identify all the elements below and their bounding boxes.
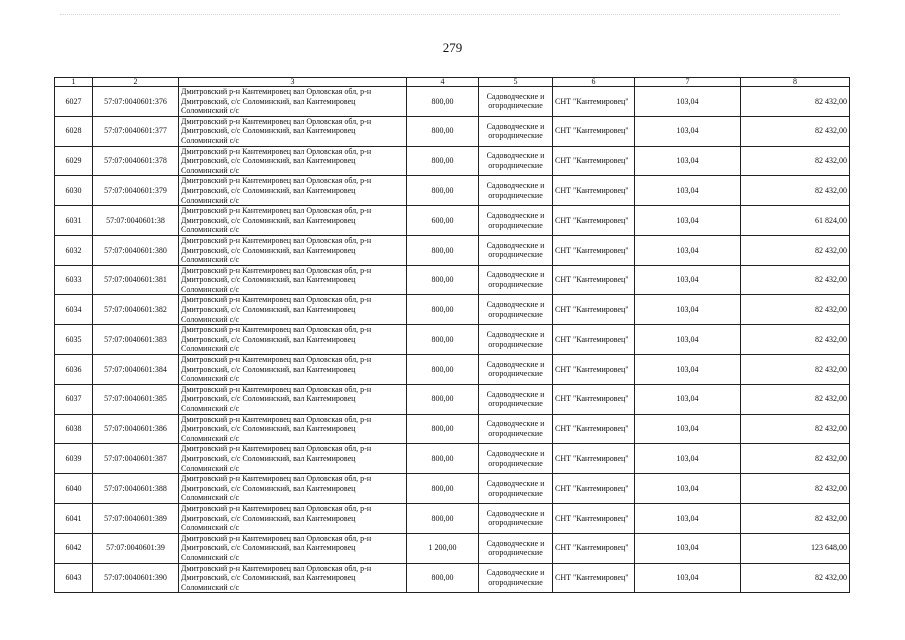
- table-row: [55, 533, 850, 563]
- column-header: 6: [553, 78, 635, 87]
- permitted-use-cell: Садоводческие и огороднические: [479, 444, 553, 474]
- table-row: [55, 444, 850, 474]
- row-number-cell: 6031: [55, 206, 93, 236]
- organization-cell: СНТ "Кантемировец": [553, 295, 635, 325]
- table-row: [55, 206, 850, 236]
- permitted-use-cell: Садоводческие и огороднические: [479, 265, 553, 295]
- column-number-row: [55, 78, 850, 87]
- cadastral-number-cell: 57:07:0040601:378: [93, 146, 179, 176]
- permitted-use-cell: Садоводческие и огороднические: [479, 474, 553, 504]
- table-row: [55, 146, 850, 176]
- specific-cost-cell: 103,04: [635, 116, 741, 146]
- area-cell: 800,00: [407, 176, 479, 206]
- row-number-cell: 6037: [55, 384, 93, 414]
- area-cell: 800,00: [407, 503, 479, 533]
- page-number: 279: [442, 40, 463, 55]
- area-cell: 800,00: [407, 146, 479, 176]
- row-number-cell: 6040: [55, 474, 93, 504]
- area-cell: 800,00: [407, 116, 479, 146]
- area-cell: 600,00: [407, 206, 479, 236]
- specific-cost-cell: 103,04: [635, 325, 741, 355]
- specific-cost-cell: 103,04: [635, 295, 741, 325]
- address-cell: Дмитровский р-н Кантемировец вал Орловская обл, р-н Дмитровский, с/с Соломинский, вал Кантемировец Соломинский с/с: [179, 265, 407, 295]
- cadastral-number-cell: 57:07:0040601:384: [93, 355, 179, 385]
- address-cell: Дмитровский р-н Кантемировец вал Орловская обл, р-н Дмитровский, с/с Соломинский, вал Кантемировец Соломинский с/с: [179, 176, 407, 206]
- organization-cell: СНТ "Кантемировец": [553, 87, 635, 117]
- row-number-cell: 6033: [55, 265, 93, 295]
- specific-cost-cell: 103,04: [635, 176, 741, 206]
- address-cell: Дмитровский р-н Кантемировец вал Орловская обл, р-н Дмитровский, с/с Соломинский, вал Кантемировец Соломинский с/с: [179, 87, 407, 117]
- permitted-use-cell: Садоводческие и огороднические: [479, 414, 553, 444]
- address-cell: Дмитровский р-н Кантемировец вал Орловская обл, р-н Дмитровский, с/с Соломинский, вал Кантемировец Соломинский с/с: [179, 146, 407, 176]
- cadastral-cost-cell: 82 432,00: [741, 563, 850, 593]
- table-body: [55, 87, 850, 593]
- cadastral-number-cell: 57:07:0040601:383: [93, 325, 179, 355]
- organization-cell: СНТ "Кантемировец": [553, 176, 635, 206]
- column-header: 5: [479, 78, 553, 87]
- organization-cell: СНТ "Кантемировец": [553, 384, 635, 414]
- column-header: 4: [407, 78, 479, 87]
- specific-cost-cell: 103,04: [635, 355, 741, 385]
- cadastral-cost-cell: 82 432,00: [741, 295, 850, 325]
- cadastral-cost-cell: 82 432,00: [741, 235, 850, 265]
- address-cell: Дмитровский р-н Кантемировец вал Орловская обл, р-н Дмитровский, с/с Соломинский, вал Кантемировец Соломинский с/с: [179, 444, 407, 474]
- area-cell: 800,00: [407, 265, 479, 295]
- area-cell: 800,00: [407, 235, 479, 265]
- organization-cell: СНТ "Кантемировец": [553, 265, 635, 295]
- area-cell: 800,00: [407, 87, 479, 117]
- cadastral-number-cell: 57:07:0040601:388: [93, 474, 179, 504]
- row-number-cell: 6030: [55, 176, 93, 206]
- area-cell: 800,00: [407, 444, 479, 474]
- header-artifact: [60, 14, 840, 21]
- row-number-cell: 6029: [55, 146, 93, 176]
- address-cell: Дмитровский р-н Кантемировец вал Орловская обл, р-н Дмитровский, с/с Соломинский, вал Кантемировец Соломинский с/с: [179, 355, 407, 385]
- table-row: [55, 414, 850, 444]
- permitted-use-cell: Садоводческие и огороднические: [479, 533, 553, 563]
- area-cell: 800,00: [407, 355, 479, 385]
- area-cell: 800,00: [407, 474, 479, 504]
- area-cell: 800,00: [407, 384, 479, 414]
- cadastral-number-cell: 57:07:0040601:390: [93, 563, 179, 593]
- permitted-use-cell: Садоводческие и огороднические: [479, 503, 553, 533]
- table-row: [55, 235, 850, 265]
- address-cell: Дмитровский р-н Кантемировец вал Орловская обл, р-н Дмитровский, с/с Соломинский, вал Кантемировец Соломинский с/с: [179, 384, 407, 414]
- organization-cell: СНТ "Кантемировец": [553, 235, 635, 265]
- cadastral-cost-cell: 82 432,00: [741, 146, 850, 176]
- row-number-cell: 6042: [55, 533, 93, 563]
- area-cell: 1 200,00: [407, 533, 479, 563]
- specific-cost-cell: 103,04: [635, 235, 741, 265]
- address-cell: Дмитровский р-н Кантемировец вал Орловская обл, р-н Дмитровский, с/с Соломинский, вал Кантемировец Соломинский с/с: [179, 533, 407, 563]
- cadastral-cost-cell: 82 432,00: [741, 116, 850, 146]
- row-number-cell: 6041: [55, 503, 93, 533]
- cadastral-number-cell: 57:07:0040601:379: [93, 176, 179, 206]
- row-number-cell: 6038: [55, 414, 93, 444]
- cadastral-number-cell: 57:07:0040601:389: [93, 503, 179, 533]
- row-number-cell: 6043: [55, 563, 93, 593]
- permitted-use-cell: Садоводческие и огороднические: [479, 176, 553, 206]
- cadastral-number-cell: 57:07:0040601:382: [93, 295, 179, 325]
- table-row: [55, 116, 850, 146]
- address-cell: Дмитровский р-н Кантемировец вал Орловская обл, р-н Дмитровский, с/с Соломинский, вал Кантемировец Соломинский с/с: [179, 206, 407, 236]
- organization-cell: СНТ "Кантемировец": [553, 206, 635, 236]
- table-row: [55, 295, 850, 325]
- cadastral-cost-cell: 82 432,00: [741, 176, 850, 206]
- address-cell: Дмитровский р-н Кантемировец вал Орловская обл, р-н Дмитровский, с/с Соломинский, вал Кантемировец Соломинский с/с: [179, 295, 407, 325]
- specific-cost-cell: 103,04: [635, 265, 741, 295]
- area-cell: 800,00: [407, 563, 479, 593]
- specific-cost-cell: 103,04: [635, 87, 741, 117]
- area-cell: 800,00: [407, 414, 479, 444]
- address-cell: Дмитровский р-н Кантемировец вал Орловская обл, р-н Дмитровский, с/с Соломинский, вал Кантемировец Соломинский с/с: [179, 414, 407, 444]
- row-number-cell: 6032: [55, 235, 93, 265]
- cadastral-number-cell: 57:07:0040601:38: [93, 206, 179, 236]
- organization-cell: СНТ "Кантемировец": [553, 146, 635, 176]
- table-row: [55, 265, 850, 295]
- row-number-cell: 6034: [55, 295, 93, 325]
- permitted-use-cell: Садоводческие и огороднические: [479, 355, 553, 385]
- table-row: [55, 355, 850, 385]
- table-row: [55, 176, 850, 206]
- organization-cell: СНТ "Кантемировец": [553, 503, 635, 533]
- permitted-use-cell: Садоводческие и огороднические: [479, 235, 553, 265]
- cadastral-number-cell: 57:07:0040601:381: [93, 265, 179, 295]
- address-cell: Дмитровский р-н Кантемировец вал Орловская обл, р-н Дмитровский, с/с Соломинский, вал Кантемировец Соломинский с/с: [179, 325, 407, 355]
- specific-cost-cell: 103,04: [635, 444, 741, 474]
- cadastral-number-cell: 57:07:0040601:385: [93, 384, 179, 414]
- address-cell: Дмитровский р-н Кантемировец вал Орловская обл, р-н Дмитровский, с/с Соломинский, вал Кантемировец Соломинский с/с: [179, 563, 407, 593]
- cadastral-number-cell: 57:07:0040601:377: [93, 116, 179, 146]
- cadastral-cost-cell: 61 824,00: [741, 206, 850, 236]
- column-header: 1: [55, 78, 93, 87]
- table-row: [55, 325, 850, 355]
- cadastral-cost-cell: 82 432,00: [741, 414, 850, 444]
- specific-cost-cell: 103,04: [635, 384, 741, 414]
- table-row: [55, 563, 850, 593]
- area-cell: 800,00: [407, 325, 479, 355]
- table-row: [55, 87, 850, 117]
- organization-cell: СНТ "Кантемировец": [553, 474, 635, 504]
- cadastral-cost-cell: 82 432,00: [741, 87, 850, 117]
- cadastral-cost-cell: 82 432,00: [741, 325, 850, 355]
- cadastral-number-cell: 57:07:0040601:39: [93, 533, 179, 563]
- specific-cost-cell: 103,04: [635, 533, 741, 563]
- specific-cost-cell: 103,04: [635, 414, 741, 444]
- cadastral-number-cell: 57:07:0040601:376: [93, 87, 179, 117]
- permitted-use-cell: Садоводческие и огороднические: [479, 325, 553, 355]
- cadastral-cost-cell: 82 432,00: [741, 355, 850, 385]
- table-row: [55, 384, 850, 414]
- address-cell: Дмитровский р-н Кантемировец вал Орловская обл, р-н Дмитровский, с/с Соломинский, вал Кантемировец Соломинский с/с: [179, 116, 407, 146]
- row-number-cell: 6036: [55, 355, 93, 385]
- permitted-use-cell: Садоводческие и огороднические: [479, 146, 553, 176]
- cadastral-cost-cell: 123 648,00: [741, 533, 850, 563]
- row-number-cell: 6028: [55, 116, 93, 146]
- permitted-use-cell: Садоводческие и огороднические: [479, 563, 553, 593]
- address-cell: Дмитровский р-н Кантемировец вал Орловская обл, р-н Дмитровский, с/с Соломинский, вал Кантемировец Соломинский с/с: [179, 503, 407, 533]
- permitted-use-cell: Садоводческие и огороднические: [479, 87, 553, 117]
- table-row: [55, 474, 850, 504]
- row-number-cell: 6039: [55, 444, 93, 474]
- table-row: [55, 503, 850, 533]
- permitted-use-cell: Садоводческие и огороднические: [479, 116, 553, 146]
- permitted-use-cell: Садоводческие и огороднические: [479, 384, 553, 414]
- land-registry-table: [54, 77, 850, 593]
- area-cell: 800,00: [407, 295, 479, 325]
- column-header: 8: [741, 78, 850, 87]
- row-number-cell: 6027: [55, 87, 93, 117]
- cadastral-cost-cell: 82 432,00: [741, 444, 850, 474]
- specific-cost-cell: 103,04: [635, 474, 741, 504]
- organization-cell: СНТ "Кантемировец": [553, 563, 635, 593]
- address-cell: Дмитровский р-н Кантемировец вал Орловская обл, р-н Дмитровский, с/с Соломинский, вал Кантемировец Соломинский с/с: [179, 474, 407, 504]
- column-header: 7: [635, 78, 741, 87]
- cadastral-cost-cell: 82 432,00: [741, 265, 850, 295]
- specific-cost-cell: 103,04: [635, 206, 741, 236]
- organization-cell: СНТ "Кантемировец": [553, 444, 635, 474]
- column-header: 2: [93, 78, 179, 87]
- organization-cell: СНТ "Кантемировец": [553, 325, 635, 355]
- specific-cost-cell: 103,04: [635, 146, 741, 176]
- row-number-cell: 6035: [55, 325, 93, 355]
- address-cell: Дмитровский р-н Кантемировец вал Орловская обл, р-н Дмитровский, с/с Соломинский, вал Кантемировец Соломинский с/с: [179, 235, 407, 265]
- cadastral-number-cell: 57:07:0040601:386: [93, 414, 179, 444]
- specific-cost-cell: 103,04: [635, 563, 741, 593]
- organization-cell: СНТ "Кантемировец": [553, 355, 635, 385]
- specific-cost-cell: 103,04: [635, 503, 741, 533]
- organization-cell: СНТ "Кантемировец": [553, 414, 635, 444]
- column-header: 3: [179, 78, 407, 87]
- cadastral-cost-cell: 82 432,00: [741, 503, 850, 533]
- organization-cell: СНТ "Кантемировец": [553, 116, 635, 146]
- cadastral-cost-cell: 82 432,00: [741, 384, 850, 414]
- permitted-use-cell: Садоводческие и огороднические: [479, 295, 553, 325]
- cadastral-number-cell: 57:07:0040601:387: [93, 444, 179, 474]
- cadastral-cost-cell: 82 432,00: [741, 474, 850, 504]
- permitted-use-cell: Садоводческие и огороднические: [479, 206, 553, 236]
- cadastral-number-cell: 57:07:0040601:380: [93, 235, 179, 265]
- organization-cell: СНТ "Кантемировец": [553, 533, 635, 563]
